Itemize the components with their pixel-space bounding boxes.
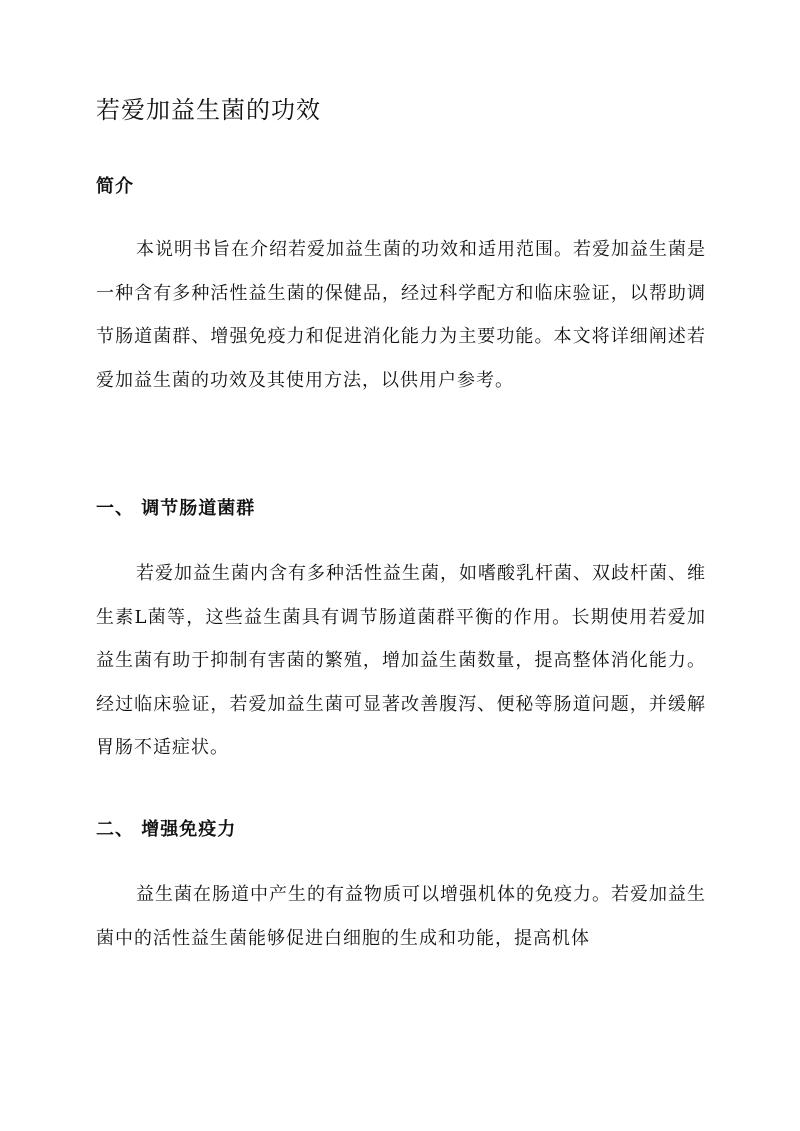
section-paragraph-immunity: 益生菌在肠道中产生的有益物质可以增强机体的免疫力。若爱加益生菌中的活性益生菌能够促进白细胞的生成和功能，提高机体 <box>96 884 706 949</box>
section-paragraph-gut-flora: 若爱加益生菌内含有多种活性益生菌，如嗜酸乳杆菌、双歧杆菌、维生素L菌等，这些益生菌具有调节肠道菌群平衡的作用。长期使用若爱加益生菌有助于抑制有害菌的繁殖，增加益生菌数量，提高整体消化能力。经过临床验证，若爱加益生菌可显著改善腹泻、便秘等肠道问题，并缓解胃肠不适症状。 <box>96 563 706 758</box>
section-paragraph-intro: 本说明书旨在介绍若爱加益生菌的功效和适用范围。若爱加益生菌是一种含有多种活性益生菌的保健品，经过科学配方和临床验证，以帮助调节肠道菌群、增强免疫力和促进消化能力为主要功能。本文将详细阐述若爱加益生菌的功效及其使用方法，以供用户参考。 <box>96 239 706 391</box>
section-heading-gut-flora: 一、 调节肠道菌群 <box>96 498 256 519</box>
section-heading-intro: 简介 <box>96 176 134 197</box>
document-title: 若爱加益生菌的功效 <box>96 96 321 124</box>
section-heading-immunity: 二、 增强免疫力 <box>96 819 237 840</box>
